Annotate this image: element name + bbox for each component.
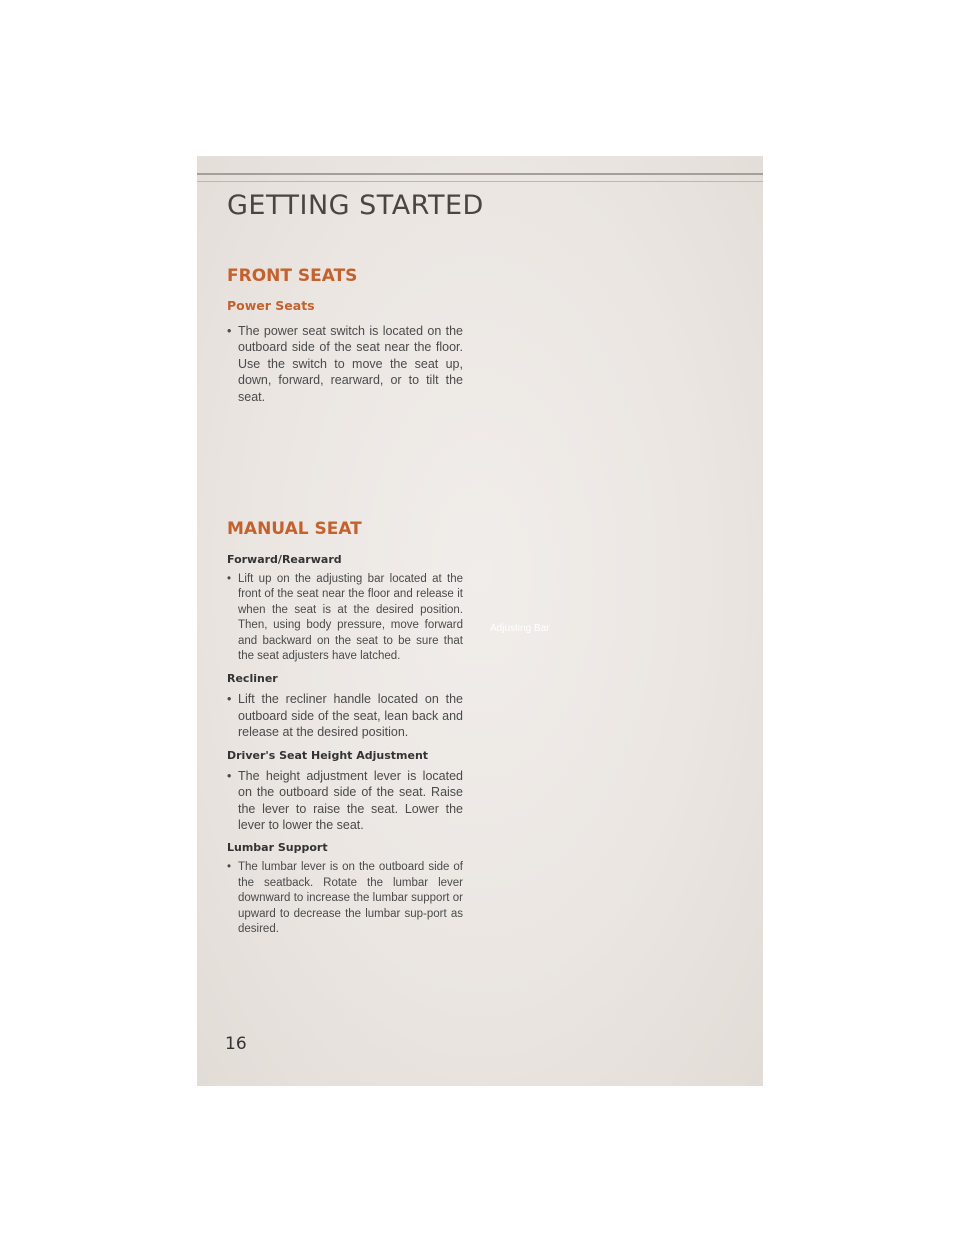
bullet-forward-rearward: • Lift up on the adjusting bar located at the front of the seat near the floor and release it when the seat is at the desired position. Then, using body pressure, move forward and backward on the seat to be sure that the seat adjusters have latched.	[227, 573, 463, 663]
bullet-icon: •	[227, 861, 232, 874]
bullet-icon: •	[227, 692, 232, 707]
bullet-recliner: • Lift the recliner handle located on the outboard side of the seat, lean back and release at the desired position.	[227, 692, 463, 740]
bullet-lumbar-support: • The lumbar lever is on the outboard side of the seatback. Rotate the lumbar lever downward to increase the lumbar support or upward to decrease the lumbar sup-port as desired.	[227, 861, 463, 935]
chapter-title: GETTING STARTED	[227, 190, 484, 221]
header-rule-bottom	[197, 181, 763, 182]
bullet-icon: •	[227, 324, 232, 338]
subsection-title-power-seats: Power Seats	[227, 298, 315, 313]
bullet-power-seats: • The power seat switch is located on the outboard side of the seat near the floor. Use the switch to move the seat up, down, forward, rearward, or to tilt the seat.	[227, 324, 463, 404]
manual-page	[197, 156, 763, 1086]
bullet-icon: •	[227, 768, 232, 783]
bullet-height-adjustment: • The height adjustment lever is located on the outboard side of the seat. Raise the lever to raise the seat. Lower the lever to lower the seat.	[227, 768, 463, 832]
image-caption-adjusting-bar: Adjusting Bar	[490, 623, 550, 634]
section-title-front-seats: FRONT SEATS	[227, 266, 358, 286]
page-number: 16	[225, 1034, 247, 1054]
header-rule-top	[197, 173, 763, 175]
heading-forward-rearward: Forward/Rearward	[227, 553, 342, 567]
section-title-manual-seat: MANUAL SEAT	[227, 519, 362, 540]
heading-lumbar-support: Lumbar Support	[227, 841, 328, 855]
content-column	[227, 266, 463, 945]
heading-recliner: Recliner	[227, 672, 278, 686]
heading-height-adjustment: Driver's Seat Height Adjustment	[227, 748, 429, 762]
bullet-icon: •	[227, 573, 232, 586]
